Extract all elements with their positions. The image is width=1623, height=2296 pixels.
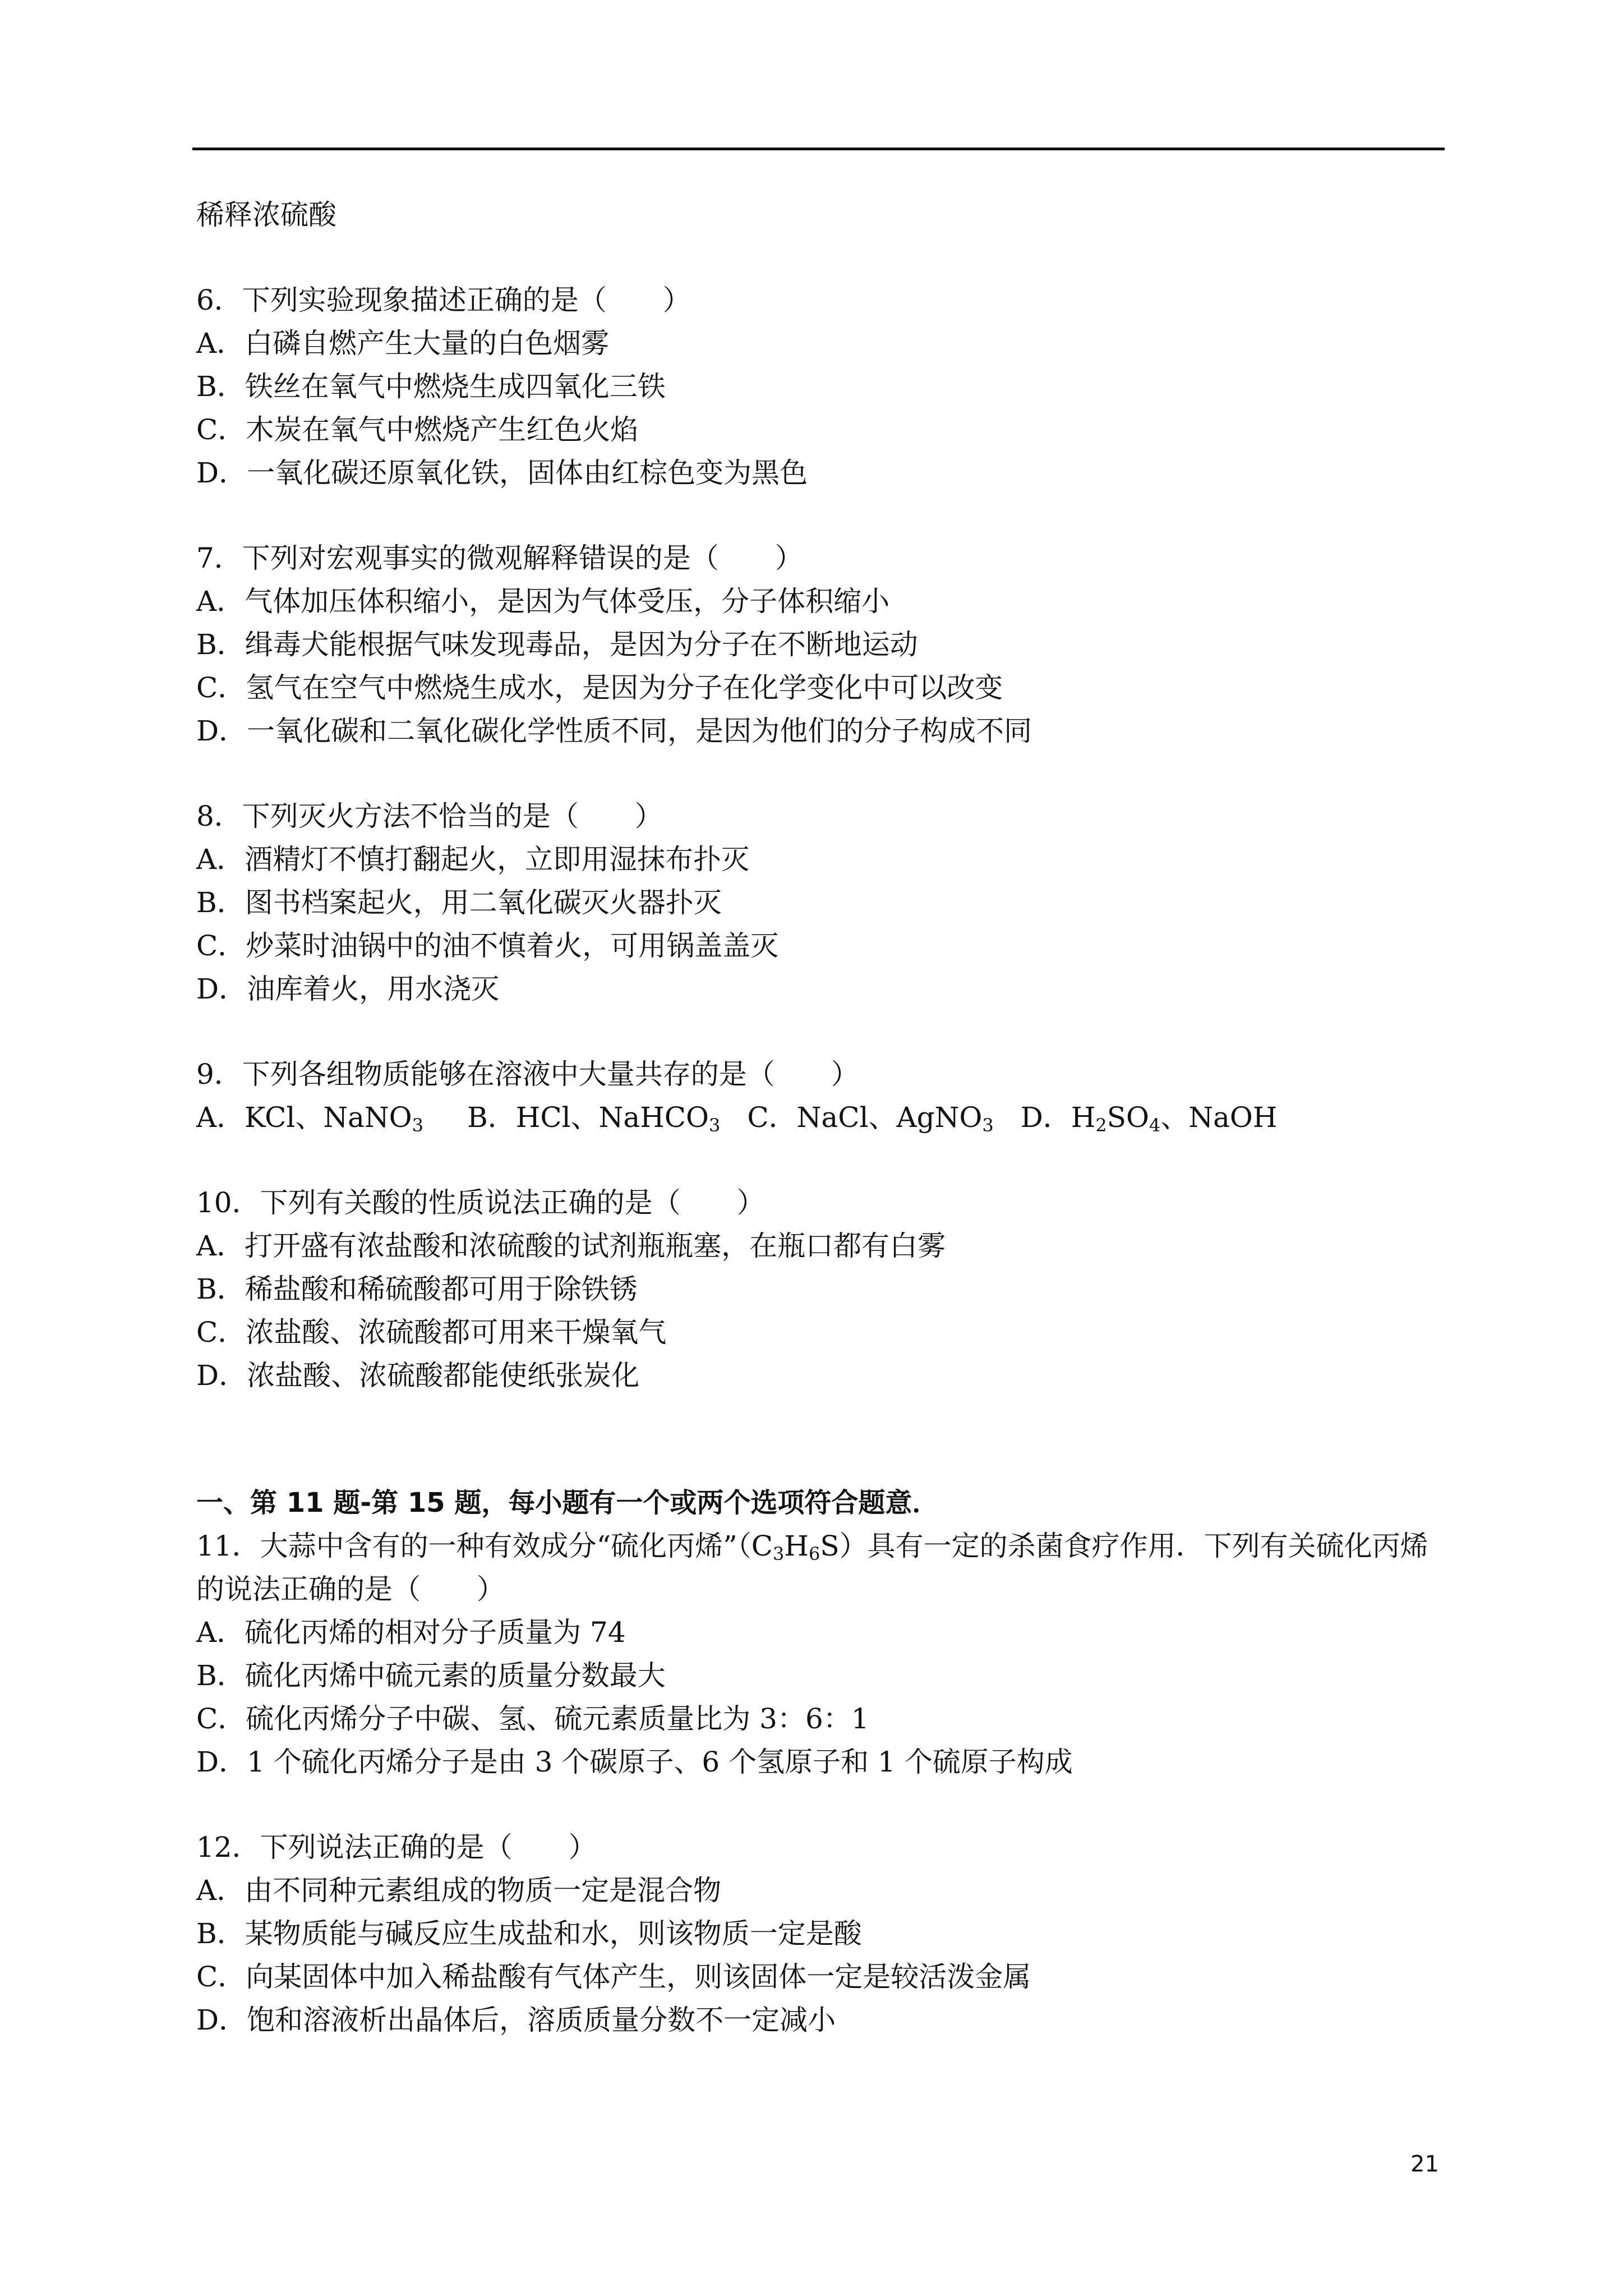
option-d: D．1 个硫化丙烯分子是由 3 个碳原子、6 个氢原子和 1 个硫原子构成 [196,1746,1073,1778]
question-stem: 10．下列有关酸的性质说法正确的是（ ） [196,1186,765,1219]
option-d: D．一氧化碳和二氧化碳化学性质不同，是因为他们的分子构成不同 [196,715,1032,747]
option-b: B．图书档案起火，用二氧化碳灭火器扑灭 [196,886,722,919]
question-11 [196,1525,1447,1784]
option-b: B．某物质能与碱反应生成盐和水，则该物质一定是酸 [196,1917,862,1950]
option-b: B．铁丝在氧气中燃烧生成四氧化三铁 [196,370,666,403]
document-body [196,194,1447,2042]
option-c: C．炒菜时油锅中的油不慎着火，可用锅盖盖灭 [196,930,779,962]
option-b: B．HCl、NaHCO$_3$ [467,1101,721,1136]
option-a: A．打开盛有浓盐酸和浓硫酸的试剂瓶瓶塞，在瓶口都有白雾 [196,1230,946,1262]
header-rule [192,148,1445,150]
question-stem-continued: 的说法正确的是（ ） [196,1573,505,1605]
option-c: C．氢气在空气中燃烧生成水，是因为分子在化学变化中可以改变 [196,671,1003,704]
question-10 [196,1181,1447,1397]
option-a: A．由不同种元素组成的物质一定是混合物 [196,1874,722,1907]
page-number: 21 [1410,2151,1439,2177]
question-stem: 8．下列灭火方法不恰当的是（ ） [196,800,663,832]
option-c: C．木炭在氧气中燃烧产生红色火焰 [196,413,639,446]
option-c: C．向某固体中加入稀盐酸有气体产生，则该固体一定是较活泼金属 [196,1961,1031,1993]
option-a: A．KCl、NaNO$_3$ [196,1101,424,1136]
option-d: D．浓盐酸、浓硫酸都能使纸张炭化 [196,1359,640,1392]
question-stem: 12．下列说法正确的是（ ） [196,1831,597,1864]
option-b: B．缉毒犬能根据气味发现毒品，是因为分子在不断地运动 [196,628,918,661]
option-a: A．白磷自燃产生大量的白色烟雾 [196,327,610,360]
option-a: A．酒精灯不慎打翻起火，立即用湿抹布扑灭 [196,843,750,876]
question-12 [196,1826,1447,2042]
question-8 [196,795,1447,1011]
question-9 [196,1053,1447,1139]
option-c: C．NaCl、AgNO$_3$ [747,1101,994,1136]
header-text: 稀释浓硫酸 [196,199,336,231]
option-b: B．稀盐酸和稀硫酸都可用于除铁锈 [196,1273,638,1305]
option-b: B．硫化丙烯中硫元素的质量分数最大 [196,1659,666,1692]
question-6 [196,279,1447,495]
options-row [196,1096,1447,1139]
question-stem: 11．大蒜中含有的一种有效成分“硫化丙烯$”(C_3H_6S)$具有一定的杀菌食疗作用．下列有关硫化丙烯 [196,1530,1428,1565]
section-heading: 一、第 11 题-第 15 题，每小题有一个或两个选项符合题意． [196,1487,939,1519]
option-a: A．硫化丙烯的相对分子质量为 74 [196,1616,626,1649]
option-c: C．硫化丙烯分子中碳、氢、硫元素质量比为 3：6：1 [196,1703,869,1735]
question-stem: 9．下列各组物质能够在溶液中大量共存的是（ ） [196,1058,859,1091]
option-d: D．油库着火，用水浇灭 [196,973,500,1005]
question-stem: 7．下列对宏观事实的微观解释错误的是（ ） [196,542,803,574]
question-7 [196,537,1447,753]
option-d: D．一氧化碳还原氧化铁，固体由红棕色变为黑色 [196,457,808,489]
option-c: C．浓盐酸、浓硫酸都可用来干燥氧气 [196,1316,667,1349]
option-d: D．饱和溶液析出晶体后，溶质质量分数不一定减小 [196,2004,836,2036]
question-stem: 6．下列实验现象描述正确的是（ ） [196,284,691,316]
option-d: D．$H_2SO_4$、NaOH [1020,1101,1278,1136]
option-a: A．气体加压体积缩小，是因为气体受压，分子体积缩小 [196,585,890,618]
